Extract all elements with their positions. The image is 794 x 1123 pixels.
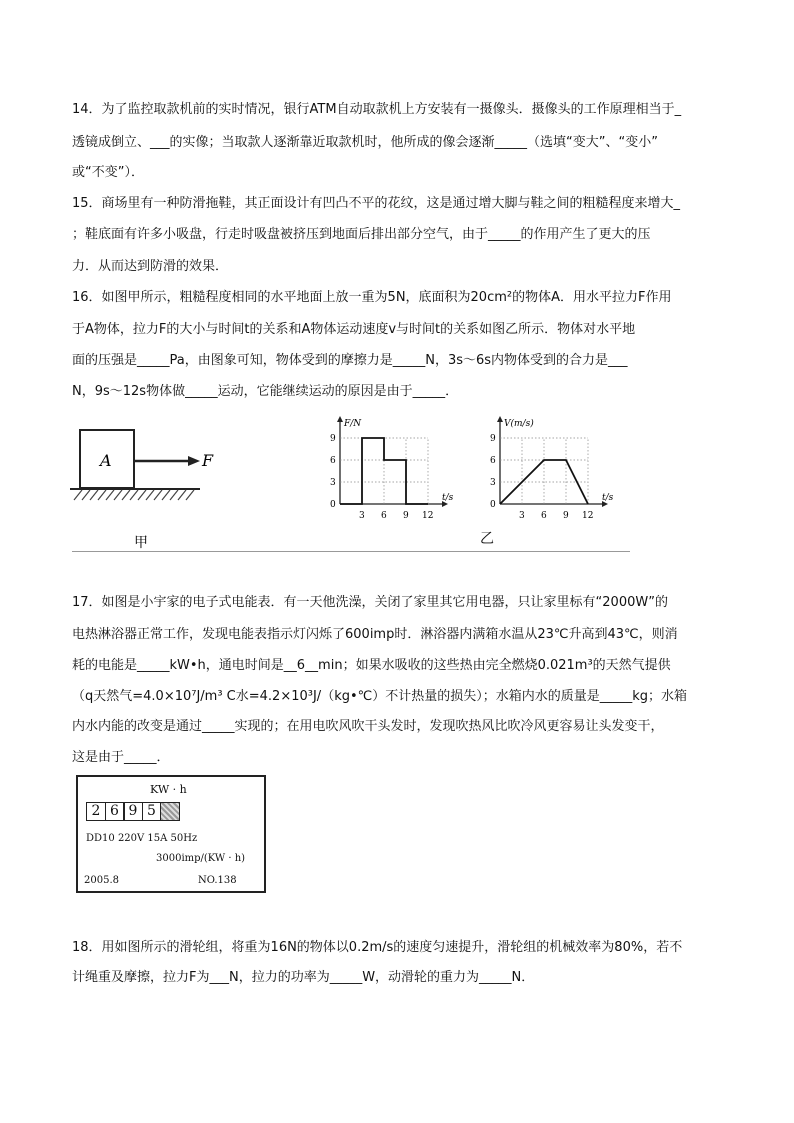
q15-line-1: 15．商场里有一种防滑拖鞋，其正面设计有凹凸不平的花纹，这是通过增大脚与鞋之间的粗糙程度来增大_ — [72, 196, 681, 211]
q14-line-2: 透镜成倒立、___的实像；当取款人逐渐靠近取款机时，他所成的像会逐渐_____（选填“变大”、“变小” — [72, 135, 658, 150]
chart-f-t-plot — [330, 416, 454, 521]
y-axis-arrow-icon — [497, 416, 503, 422]
meter-spec: DD10 220V 15A 50Hz — [86, 833, 198, 844]
force-label: F — [202, 451, 214, 470]
x-axis-label: t/s — [442, 493, 454, 503]
figure-jia — [68, 420, 228, 551]
y-tick-label: 3 — [490, 478, 496, 488]
y-tick-label: 6 — [330, 456, 336, 466]
y-axis-label: V(m/s) — [504, 419, 534, 429]
q14-line-1: 14．为了监控取款机前的实时情况，银行ATM自动取款机上方安装有一摄像头．摄像头的工作原理相当于_ — [72, 102, 682, 117]
x-axis-label: t/s — [602, 493, 614, 503]
q17-line-4: （q天然气=4.0×10⁷J/m³ C水=4.2×10³J/（kg•℃）不计热量的损失）；水箱内水的质量是_____kg；水箱 — [72, 689, 688, 704]
meter-digit: 6 — [105, 802, 125, 821]
x-tick-label: 9 — [403, 511, 409, 521]
figure-jia-label: 甲 — [134, 535, 148, 551]
x-tick-label: 9 — [563, 511, 569, 521]
q15-line-2: ；鞋底面有许多小吸盘，行走时吸盘被挤压到地面后排出部分空气，由于_____的作用产生了更大的压 — [72, 227, 651, 242]
x-tick-label: 12 — [582, 511, 594, 521]
force-arrowhead-icon — [188, 456, 200, 466]
y-tick-label: 3 — [330, 478, 336, 488]
y-tick-label: 9 — [330, 434, 336, 444]
ground-hatching — [74, 490, 194, 500]
meter-date: 2005.8 — [84, 875, 119, 886]
x-tick-label: 6 — [381, 511, 387, 521]
q15-line-3: 力．从而达到防滑的效果． — [72, 259, 229, 274]
q14-line-3: 或“不变”）． — [72, 165, 144, 180]
figure-yi-label: 乙 — [480, 531, 494, 547]
q17-line-5: 内水内能的改变是通过_____实现的；在用电吹风吹干头发时，发现吹热风比吹冷风更容易让头发变干， — [72, 719, 664, 734]
meter-imp: 3000imp/(KW · h) — [156, 853, 246, 864]
x-tick-label: 6 — [541, 511, 547, 521]
meter-digit: 2 — [86, 802, 106, 821]
x-tick-label: 3 — [359, 511, 365, 521]
q18-line-1: 18．用如图所示的滑轮组，将重为16N的物体以0.2m/s的速度匀速提升，滑轮组的机械效率为80%，若不 — [72, 940, 683, 955]
q16-line-3: 面的压强是_____Pa，由图象可知，物体受到的摩擦力是_____N，3s～6s内物体受到的合力是___ — [72, 353, 628, 368]
electric-meter — [76, 775, 266, 893]
q17-line-3: 耗的电能是_____kW•h，通电时间是__6__min；如果水吸收的这些热由完全燃烧0.021m³的天然气提供 — [72, 658, 671, 673]
meter-unit: KW · h — [150, 783, 187, 796]
figure-divider — [72, 551, 630, 552]
y-axis-arrow-icon — [337, 416, 343, 422]
q18-line-2: 计绳重及摩擦，拉力F为___N，拉力的功率为_____W，动滑轮的重力为_____N． — [72, 970, 535, 985]
meter-digit: 9 — [123, 802, 143, 821]
meter-digit: 5 — [142, 802, 162, 821]
y-axis-label: F/N — [344, 419, 362, 429]
meter-digits — [86, 802, 179, 821]
block-a-label: A — [100, 451, 112, 470]
y-tick-label: 9 — [490, 434, 496, 444]
meter-number: NO.138 — [198, 875, 237, 886]
chart-v-t-plot — [490, 416, 614, 521]
meter-digit-rolling — [160, 802, 180, 821]
x-tick-label: 3 — [519, 511, 525, 521]
y-tick-label: 0 — [490, 500, 496, 510]
chart-v-t — [480, 412, 630, 524]
chart-f-t — [320, 412, 454, 524]
q16-line-2: 于A物体，拉力F的大小与时间t的关系和A物体运动速度v与时间t的关系如图乙所示．物体对水平地 — [72, 322, 636, 337]
y-tick-label: 6 — [490, 456, 496, 466]
y-tick-label: 0 — [330, 500, 336, 510]
x-tick-label: 12 — [422, 511, 434, 521]
q17-line-1: 17．如图是小宇家的电子式电能表．有一天他洗澡，关闭了家里其它用电器，只让家里标有“2000W”的 — [72, 595, 668, 610]
q17-line-6: 这是由于_____． — [72, 750, 170, 765]
q17-line-2: 电热淋浴器正常工作，发现电能表指示灯闪烁了600imp时．淋浴器内满箱水温从23℃升高到43℃，则消 — [72, 627, 678, 642]
q16-line-1: 16．如图甲所示，粗糙程度相同的水平地面上放一重为5N，底面积为20cm²的物体A．用水平拉力F作用 — [72, 290, 672, 305]
q16-line-4: N，9s～12s物体做_____运动，它能继续运动的原因是由于_____． — [72, 384, 459, 399]
